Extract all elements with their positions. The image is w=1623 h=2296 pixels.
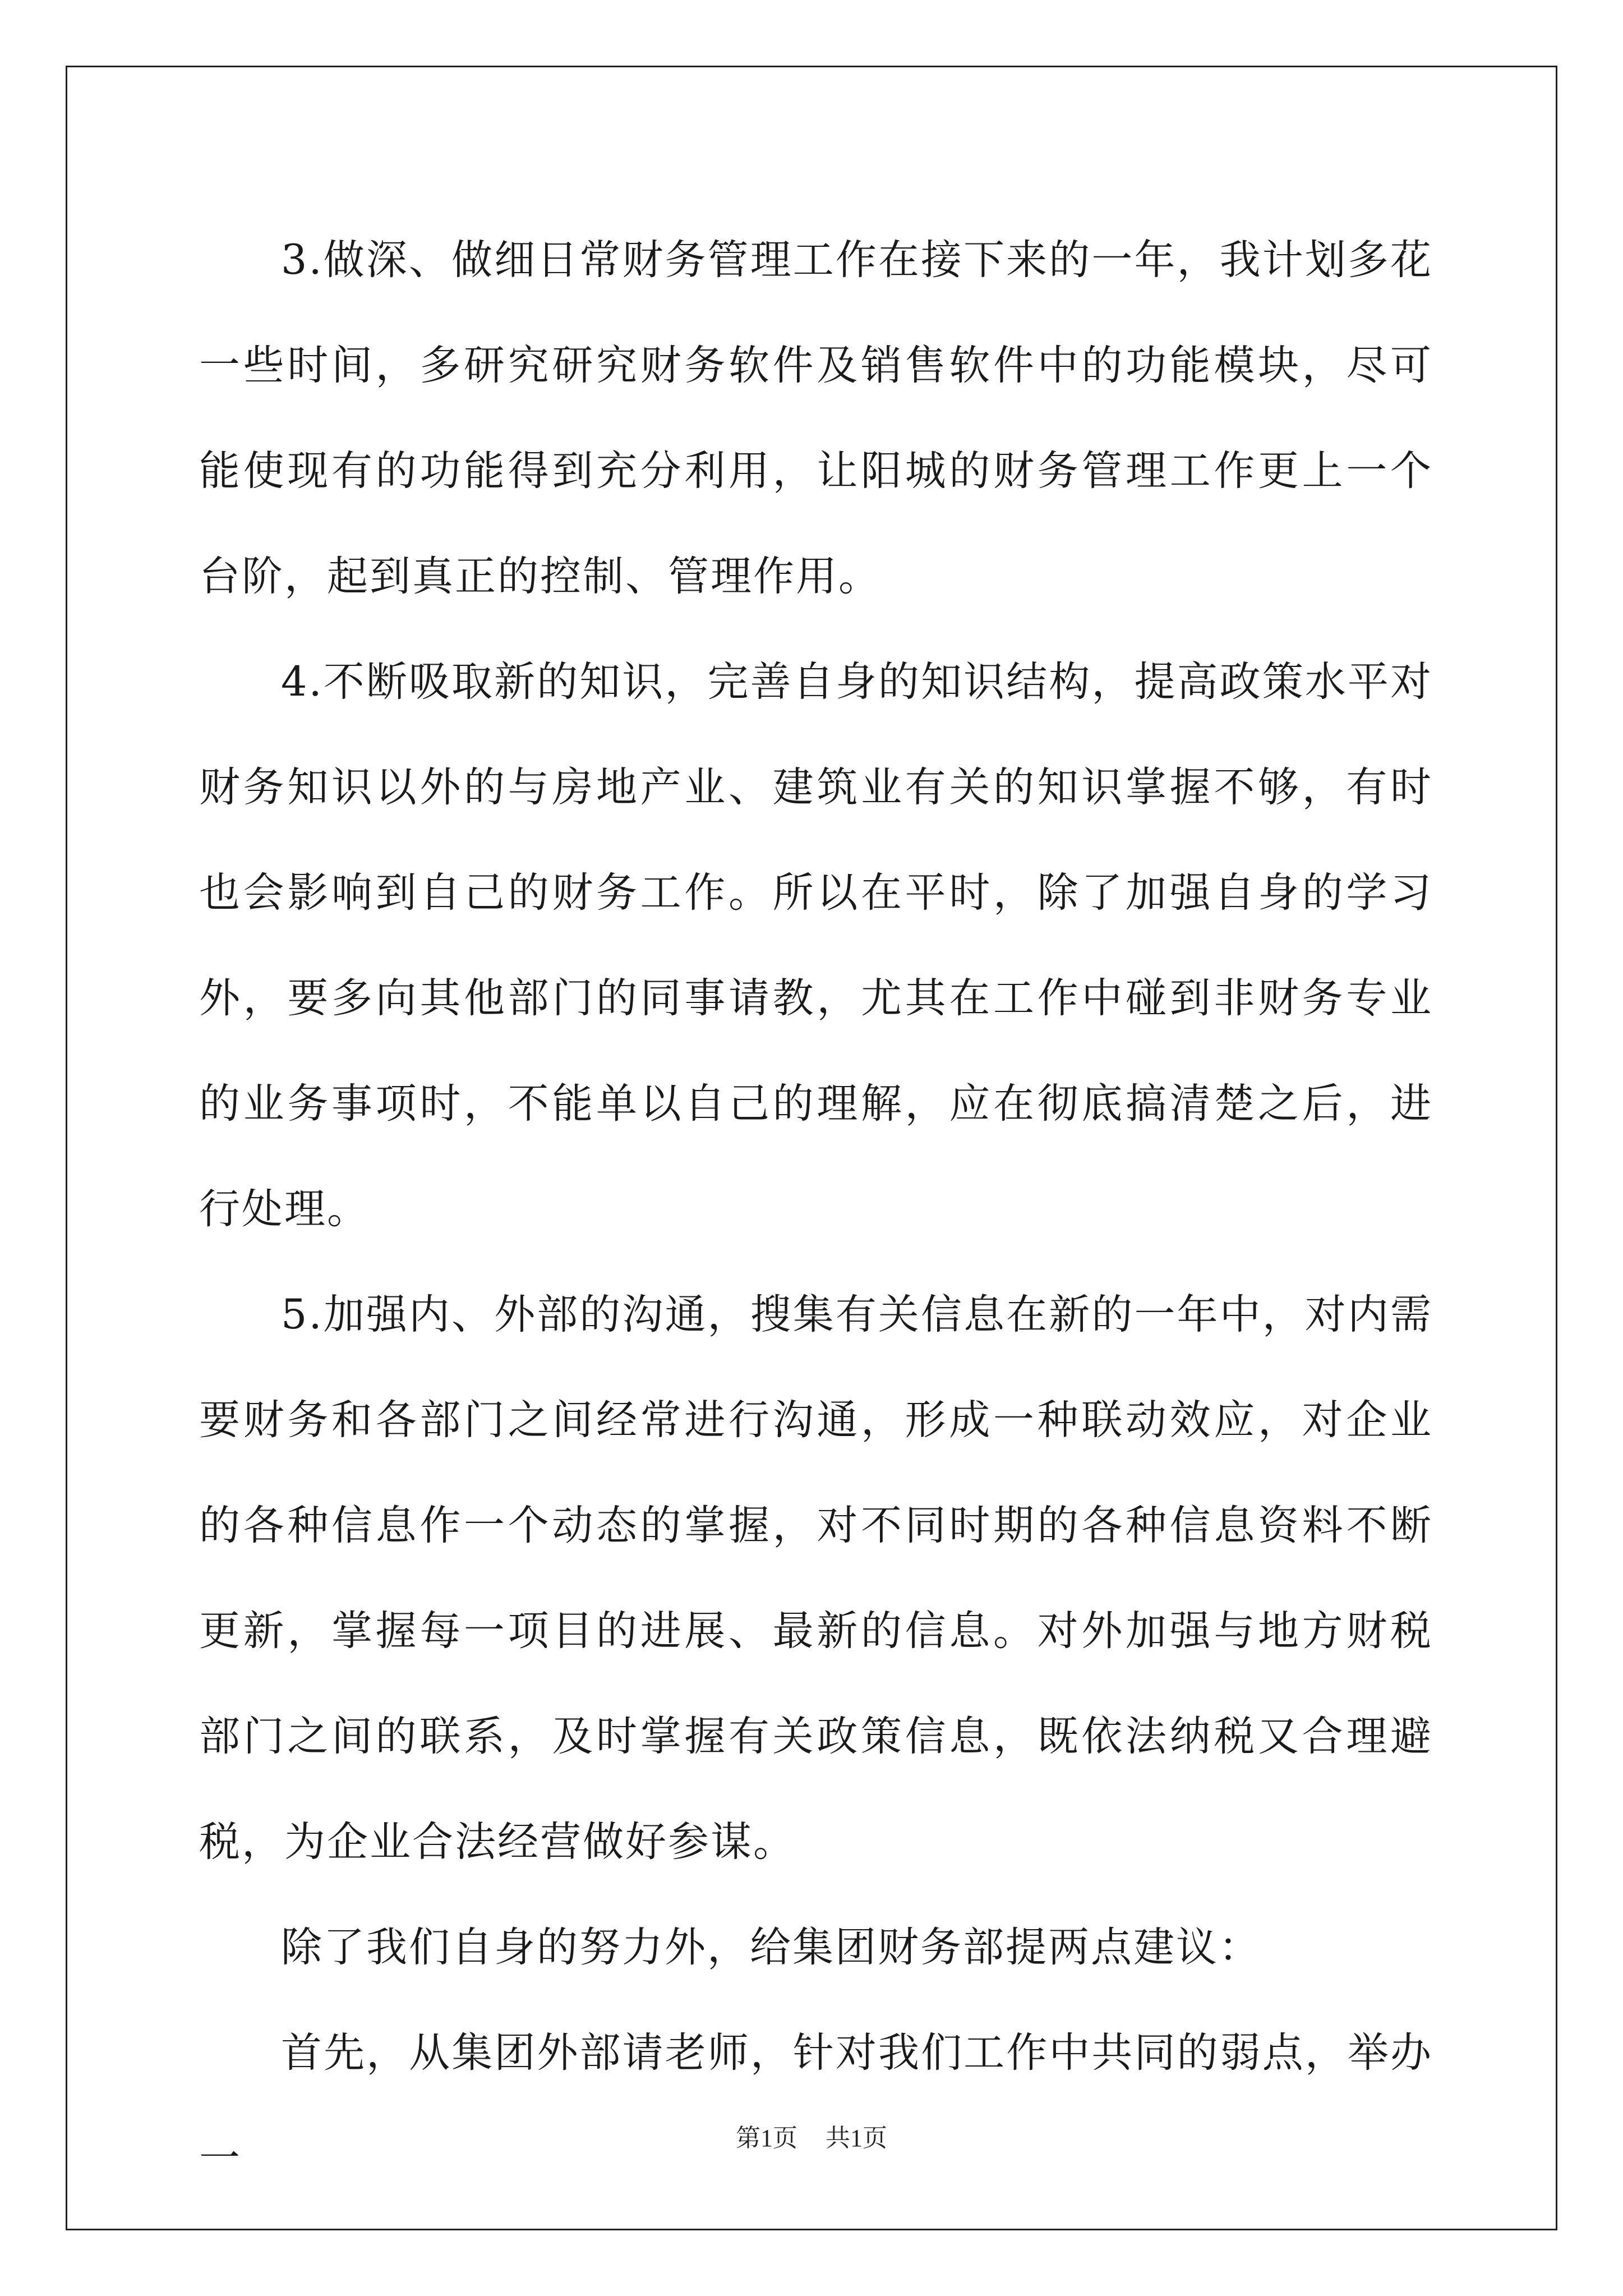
page-footer bbox=[0, 2118, 1623, 2154]
page-number: 第1页 bbox=[736, 2124, 797, 2152]
paragraph-2: 4.不断吸取新的知识，完善自身的知识结构，提高政策水平对财务知识以外的与房地产业、建筑业有关的知识掌握不够，有时也会影响到自己的财务工作。所以在平时，除了加强自身的学习外，要多向其他部门的同事请教，尤其在工作中碰到非财务专业的业务事项时，不能单以自己的理解，应在彻底搞清楚之后，进行处理。 bbox=[199, 658, 1433, 1233]
document-body bbox=[199, 208, 1433, 2211]
page-total: 共1页 bbox=[826, 2124, 887, 2152]
paragraph-5: 首先，从集团外部请老师，针对我们工作中共同的弱点，举办一 bbox=[199, 2029, 1433, 2182]
paragraph-3: 5.加强内、外部的沟通，搜集有关信息在新的一年中，对内需要财务和各部门之间经常进行沟通，形成一种联动效应，对企业的各种信息作一个动态的掌握，对不同时期的各种信息资料不断更新，掌握每一项目的进展、最新的信息。对外加强与地方财税部门之间的联系，及时掌握有关政策信息，既依法纳税又合理避税，为企业合法经营做好参谋。 bbox=[199, 1291, 1433, 1866]
paragraph-4: 除了我们自身的努力外，给集团财务部提两点建议： bbox=[281, 1924, 1261, 1971]
paragraph-1: 3.做深、做细日常财务管理工作在接下来的一年，我计划多花一些时间，多研究研究财务软件及销售软件中的功能模块，尽可能使现有的功能得到充分利用，让阳城的财务管理工作更上一个台阶，起到真正的控制、管理作用。 bbox=[199, 236, 1433, 600]
